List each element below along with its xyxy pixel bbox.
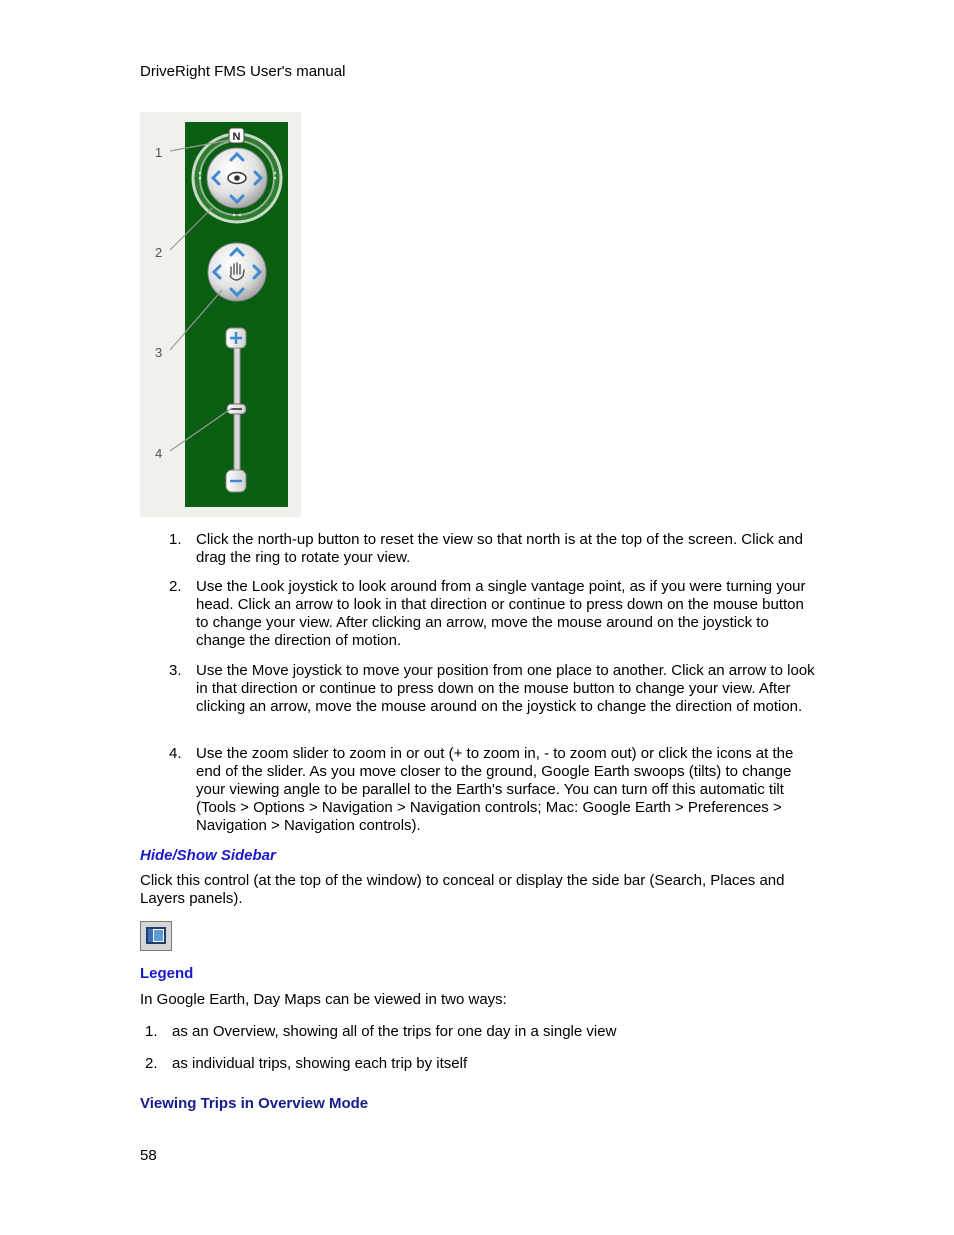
list-text: as individual trips, showing each trip by itself [172, 1055, 468, 1072]
legend-heading: Legend [140, 965, 194, 982]
list-number: 1. [169, 531, 182, 548]
navigation-controls-illustration [140, 112, 301, 517]
list-text: as an Overview, showing all of the trips for one day in a single view [172, 1023, 617, 1040]
callout-2: 2 [155, 245, 163, 260]
list-number: 3. [169, 662, 182, 679]
move-joystick [208, 243, 266, 301]
north-label: N [232, 131, 241, 143]
callout-4: 4 [155, 446, 163, 461]
callout-1: 1 [155, 145, 163, 160]
list-number: 4. [169, 745, 182, 762]
look-joystick [207, 148, 267, 208]
list-number: 2. [169, 578, 182, 595]
list-text: Click the north-up button to reset the view so that north is at the top of the screen. Click and drag the ring to rotate your view. [196, 531, 803, 566]
sidebar-toggle-button[interactable] [140, 921, 172, 951]
legend-text: In Google Earth, Day Maps can be viewed in two ways: [140, 991, 507, 1008]
list-number: 1. [145, 1023, 158, 1040]
sidebar-toggle-icon [146, 927, 166, 944]
list-number: 2. [145, 1055, 158, 1072]
list-text: Use the Look joystick to look around from a single vantage point, as if you were turning your head. Click an arrow to look in that direction or continue to press down on the mouse button to change your view. After clicking an arrow, move the mouse around on the joystick to change the direction of motion. [196, 578, 806, 649]
page-header: DriveRight FMS User's manual [140, 63, 346, 80]
page-number: 58 [140, 1147, 157, 1164]
list-text: Use the zoom slider to zoom in or out (+ to zoom in, - to zoom out) or click the icons at the end of the slider. As you move closer to the ground, Google Earth swoops (tilts) to change your viewing angle to be parallel to the Earth's surface. You can turn off this automatic tilt (Tools > Options > Navigation > Navigation controls; Mac: Google Earth > Preferences > Navigation > Navigation controls). [196, 745, 794, 834]
hide-show-sidebar-heading: Hide/Show Sidebar [140, 847, 276, 864]
callout-3: 3 [155, 345, 163, 360]
hide-show-sidebar-text: Click this control (at the top of the window) to conceal or display the side bar (Search, Places and Layers panels). [140, 872, 785, 907]
navigation-controls-figure [140, 112, 301, 517]
overview-mode-heading: Viewing Trips in Overview Mode [140, 1095, 369, 1112]
north-up-button [229, 128, 244, 143]
list-text: Use the Move joystick to move your position from one place to another. Click an arrow to look in that direction or continue to press down on the mouse button to change your view. After clicking an arrow, move the mouse around on the joystick to change the direction of motion. [196, 662, 815, 715]
